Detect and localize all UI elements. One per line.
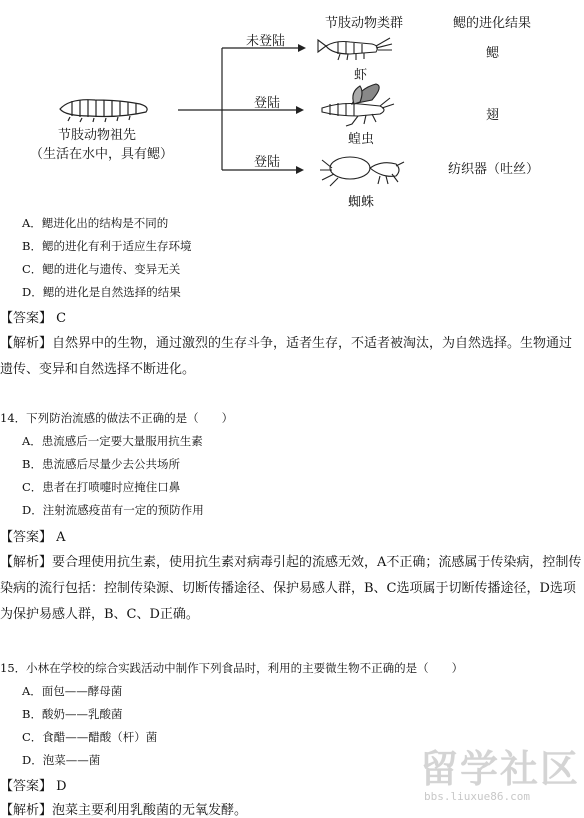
- result-spinneret: 纺织器（吐丝）: [448, 162, 540, 177]
- watermark-logo: 留学社区: [420, 747, 581, 791]
- q14-analysis-label: 【解析】: [0, 555, 53, 570]
- q13-analysis-label: 【解析】: [0, 336, 53, 351]
- q15-option-c: C．食醋——醋酸（杆）菌: [22, 730, 158, 744]
- q14-title: 14．下列防治流感的做法不正确的是（ ）: [0, 411, 234, 425]
- q15-analysis-text: 泡菜主要利用乳酸菌的无氧发酵。: [52, 803, 248, 818]
- q15-answer-label: 【答案】: [0, 779, 53, 794]
- q15-analysis: [0, 799, 247, 818]
- column-header-result: 鳃的进化结果: [453, 16, 532, 31]
- shrimp-icon: [318, 38, 392, 60]
- q13-answer-value: C: [56, 311, 67, 326]
- q14-analysis: [0, 550, 584, 628]
- branch-label-1: 未登陆: [246, 34, 286, 49]
- q14-option-a: A．患流感后一定要大量服用抗生素: [22, 434, 203, 448]
- q15-analysis-label: 【解析】: [0, 803, 53, 818]
- branch-label-2: 登陆: [254, 96, 281, 111]
- ancestor-note: （生活在水中，具有鳃）: [30, 147, 174, 162]
- group-name-locust: 蝗虫: [348, 132, 375, 147]
- ancestor-label: 节肢动物祖先: [58, 128, 137, 143]
- ancestor-larva-icon: [60, 100, 147, 122]
- q14-answer-label: 【答案】: [0, 530, 53, 545]
- q15-option-a: A．面包——酵母菌: [22, 684, 123, 698]
- q13-option-b: B．鳃的进化有利于适应生存环境: [22, 239, 192, 253]
- q15-answer-value: D: [56, 779, 67, 794]
- q13-answer: [0, 307, 66, 326]
- q13-analysis: [0, 331, 584, 383]
- q13-option-d: D．鳃的进化是自然选择的结果: [22, 285, 181, 299]
- q14-answer-value: A: [56, 530, 66, 545]
- q14-option-d: D．注射流感疫苗有一定的预防作用: [22, 503, 204, 517]
- q15-title: 15．小林在学校的综合实践活动中制作下列食品时，利用的主要微生物不正确的是（ ）: [0, 661, 464, 675]
- watermark-url: bbs.liuxue86.com: [424, 790, 530, 803]
- q15-option-b: B．酸奶——乳酸菌: [22, 707, 123, 721]
- locust-icon: [322, 84, 394, 126]
- q13-option-c: C．鳃的进化与遗传、变异无关: [22, 262, 181, 276]
- column-header-group: 节肢动物类群: [325, 16, 404, 31]
- q14-option-b: B．患流感后尽量少去公共场所: [22, 457, 180, 471]
- q15-answer: [0, 775, 67, 794]
- group-name-spider: 蜘蛛: [348, 195, 375, 210]
- q14-option-c: C．患者在打喷嚏时应掩住口鼻: [22, 480, 181, 494]
- q15-option-d: D．泡菜——菌: [22, 753, 101, 767]
- q14-analysis-text: 要合理使用抗生素，使用抗生素对病毒引起的流感无效，A不正确；流感属于传染病，控制传染病的流行包括：控制传染源、切断传播途径、保护易感人群，B、C选项属于切断传播途径，D选项为保护易感人群，B、C、D正确。: [0, 555, 582, 622]
- group-name-shrimp: 虾: [354, 68, 368, 83]
- q13-analysis-text: 自然界中的生物，通过激烈的生存斗争，适者生存，不适者被淘汰，为自然选择。生物通过遗传、变异和自然选择不断进化。: [0, 336, 573, 377]
- q13-answer-label: 【答案】: [0, 311, 53, 326]
- result-gill: 鳃: [486, 46, 500, 61]
- q13-option-a: A．鳃进化出的结构是不同的: [22, 216, 169, 230]
- result-wing: 翅: [486, 108, 500, 123]
- spider-icon: [320, 157, 404, 186]
- q14-answer: [0, 526, 66, 545]
- branch-label-3: 登陆: [254, 155, 281, 170]
